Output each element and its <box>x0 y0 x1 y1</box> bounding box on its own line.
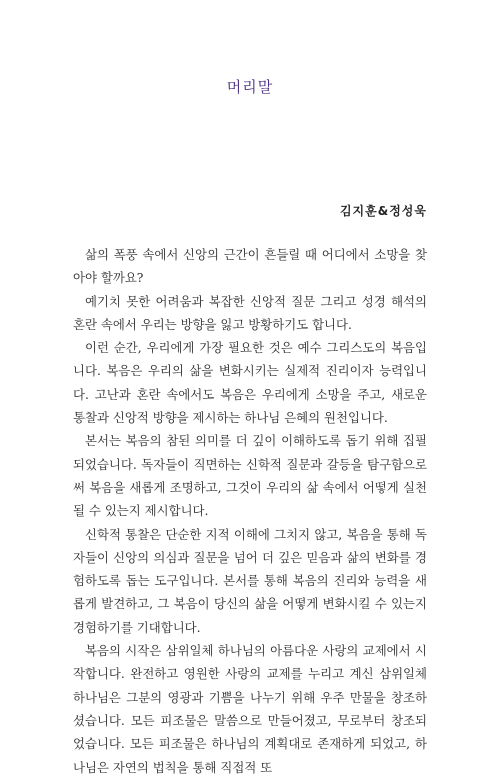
author-names: 김지훈&정성욱 <box>339 204 427 218</box>
paragraph-6: 복음의 시작은 삼위일체 하나님의 아름다운 사랑의 교제에서 시작합니다. 완전하고 영원한 사랑의 교제를 누리고 계신 삼위일체 하나님은 그분의 영광과 기쁨을 나누기 위해 우주 만물을 창조하셨습니다. 모든 피조물은 말씀으로 만들어졌고, 무로부터 창조되었습니다. 모든 피조물은 하나님의 계획대로 존재하게 되었고, 하나님은 자연의 법칙을 통해 직접적 또 <box>73 643 427 775</box>
paragraph-1: 삶의 폭풍 속에서 신앙의 근간이 흔들릴 때 어디에서 소망을 찾아야 할까요? <box>73 247 427 286</box>
paragraph-5: 신학적 통찰은 단순한 지적 이해에 그치지 않고, 복음을 통해 독자들이 신앙의 의심과 질문을 넘어 더 깊은 믿음과 삶의 변화를 경험하도록 돕는 도구입니다. 본서를 통해 복음의 진리와 능력을 새롭게 발견하고, 그 복음이 당신의 삶을 어떻게 변화시킬 수 있는지 경험하기를 기대합니다. <box>73 526 427 635</box>
paragraph-2: 예기치 못한 어려움과 복잡한 신앙적 질문 그리고 성경 해석의 혼란 속에서 우리는 방향을 잃고 방황하기도 합니다. <box>73 293 427 332</box>
page-title: 머리말 <box>226 78 274 96</box>
paragraph-4: 본서는 복음의 참된 의미를 더 깊이 이해하도록 돕기 위해 집필되었습니다. 독자들이 직면하는 신학적 질문과 갈등을 탐구함으로써 복음을 새롭게 조명하고, 그것이 우리의 삶 속에서 어떻게 실천될 수 있는지 제시합니다. <box>73 433 427 519</box>
body-text <box>73 243 427 779</box>
paragraph-3: 이런 순간, 우리에게 가장 필요한 것은 예수 그리스도의 복음입니다. 복음은 우리의 삶을 변화시키는 실제적 진리이자 능력입니다. 고난과 혼란 속에서도 복음은 우리에게 소망을 주고, 새로운 통찰과 신앙적 방향을 제시하는 하나님 은혜의 원천입니다. <box>73 340 427 426</box>
